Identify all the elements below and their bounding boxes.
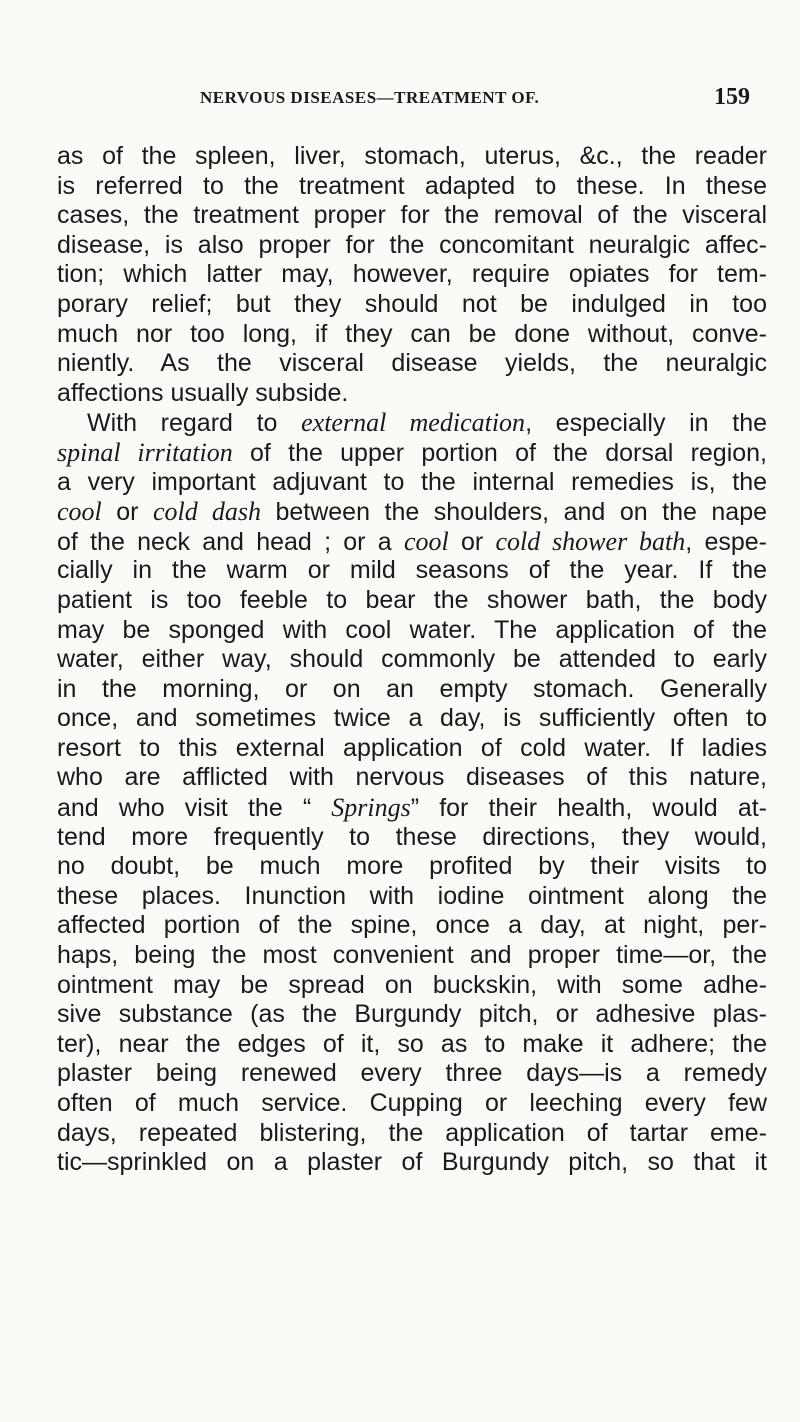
text-line — [57, 1119, 767, 1149]
text-line — [57, 704, 767, 734]
text-run: or — [448, 527, 496, 556]
text-run: affections usually subside. — [57, 378, 349, 407]
text-line — [57, 556, 767, 586]
text-line — [57, 201, 767, 231]
text-line — [57, 438, 767, 468]
text-line — [57, 408, 767, 438]
text-line — [57, 231, 767, 261]
text-line — [57, 260, 767, 290]
text-run: or — [101, 498, 154, 527]
text-run: often of much service. Cupping or leeching every few — [57, 1089, 767, 1117]
text-run: affected portion of the spine, once a day, at night, per- — [57, 911, 767, 940]
text-run: a very important adjuvant to the internal remedies is, the — [57, 467, 767, 496]
text-line — [57, 882, 767, 912]
page-number: 159 — [714, 84, 750, 110]
text-run: tend more frequently to these directions, they would, — [57, 822, 767, 851]
text-line — [57, 1059, 767, 1089]
text-line — [57, 941, 767, 971]
text-run: and who visit the “ — [57, 794, 332, 823]
italic-phrase: cold dash — [153, 497, 261, 527]
text-run: plaster being renewed every three days—is a remedy — [57, 1059, 767, 1088]
text-run: ” for their health, would at- — [410, 794, 767, 823]
text-run: , espe- — [685, 527, 767, 556]
text-run: niently. As the visceral disease yields, the neuralgic — [57, 349, 767, 378]
text-run: once, and sometimes twice a day, is sufficiently often to — [57, 704, 767, 733]
italic-phrase: cool — [403, 526, 449, 556]
italic-phrase: cool — [57, 497, 102, 527]
text-line — [57, 379, 767, 409]
text-line — [57, 971, 767, 1001]
text-run: patient is too feeble to bear the shower bath, the body — [57, 585, 767, 614]
text-line — [57, 349, 767, 379]
text-line — [57, 763, 767, 793]
text-line — [57, 616, 767, 646]
text-run: haps, being the most convenient and proper time—or, the — [57, 941, 767, 970]
text-run: tion; which latter may, however, require opiates for tem- — [57, 260, 767, 289]
text-line — [57, 793, 767, 823]
text-line — [57, 911, 767, 941]
text-run: , especially in the — [525, 409, 767, 438]
text-line — [57, 1148, 767, 1178]
text-line — [57, 320, 767, 350]
text-run: days, repeated blistering, the application of tartar eme- — [57, 1118, 767, 1147]
text-line — [57, 823, 767, 853]
text-run: in the morning, or on an empty stomach. Generally — [57, 674, 767, 703]
text-run: may be sponged with cool water. The application of the — [57, 615, 767, 644]
text-line — [57, 1000, 767, 1030]
text-line — [57, 290, 767, 320]
text-line — [57, 852, 767, 882]
running-head: NERVOUS DISEASES—TREATMENT OF. — [200, 88, 540, 107]
text-run: who are afflicted with nervous diseases of this nature, — [57, 763, 767, 792]
text-run: of the neck and head ; or a — [57, 527, 404, 556]
text-run: is referred to the treatment adapted to these. In these — [57, 171, 767, 200]
text-run: cially in the warm or mild seasons of the year. If the — [57, 556, 767, 585]
text-line — [57, 1089, 767, 1119]
body-text — [57, 142, 767, 1178]
text-run: With regard to — [87, 409, 302, 438]
italic-phrase: external medication — [301, 408, 526, 438]
text-line — [57, 586, 767, 616]
text-run: resort to this external application of cold water. If ladies — [57, 733, 767, 762]
text-run: as of the spleen, liver, stomach, uterus, &c., the reader — [57, 142, 767, 170]
italic-phrase: Springs — [331, 793, 411, 823]
text-line — [57, 527, 767, 557]
text-run: cases, the treatment proper for the removal of the visceral — [57, 201, 767, 230]
text-run: no doubt, be much more profited by their visits to — [57, 852, 767, 881]
text-run: tic—sprinkled on a plaster of Burgundy pitch, so that it — [57, 1148, 767, 1177]
italic-phrase: spinal irritation — [57, 437, 233, 467]
text-run: sive substance (as the Burgundy pitch, or adhesive plas- — [57, 1000, 767, 1029]
text-line — [57, 734, 767, 764]
text-run: much nor too long, if they can be done without, conve- — [57, 319, 767, 348]
text-line — [57, 675, 767, 705]
text-line — [57, 172, 767, 202]
text-run: between the shoulders, and on the nape — [260, 498, 767, 527]
text-run: disease, is also proper for the concomitant neuralgic affec- — [57, 230, 767, 259]
text-line — [57, 645, 767, 675]
text-line — [57, 142, 767, 172]
text-run: porary relief; but they should not be indulged in too — [57, 289, 767, 318]
text-run: ter), near the edges of it, so as to make it adhere; the — [57, 1029, 767, 1058]
text-run: water, either way, should commonly be attended to early — [57, 645, 767, 674]
text-run: ointment may be spread on buckskin, with some adhe- — [57, 970, 767, 999]
italic-phrase: cold shower bath — [495, 526, 686, 556]
text-line — [57, 1030, 767, 1060]
text-line — [57, 497, 767, 527]
text-run: these places. Inunction with iodine ointment along the — [57, 881, 767, 910]
text-line — [57, 468, 767, 498]
text-run: of the upper portion of the dorsal region, — [232, 438, 767, 467]
